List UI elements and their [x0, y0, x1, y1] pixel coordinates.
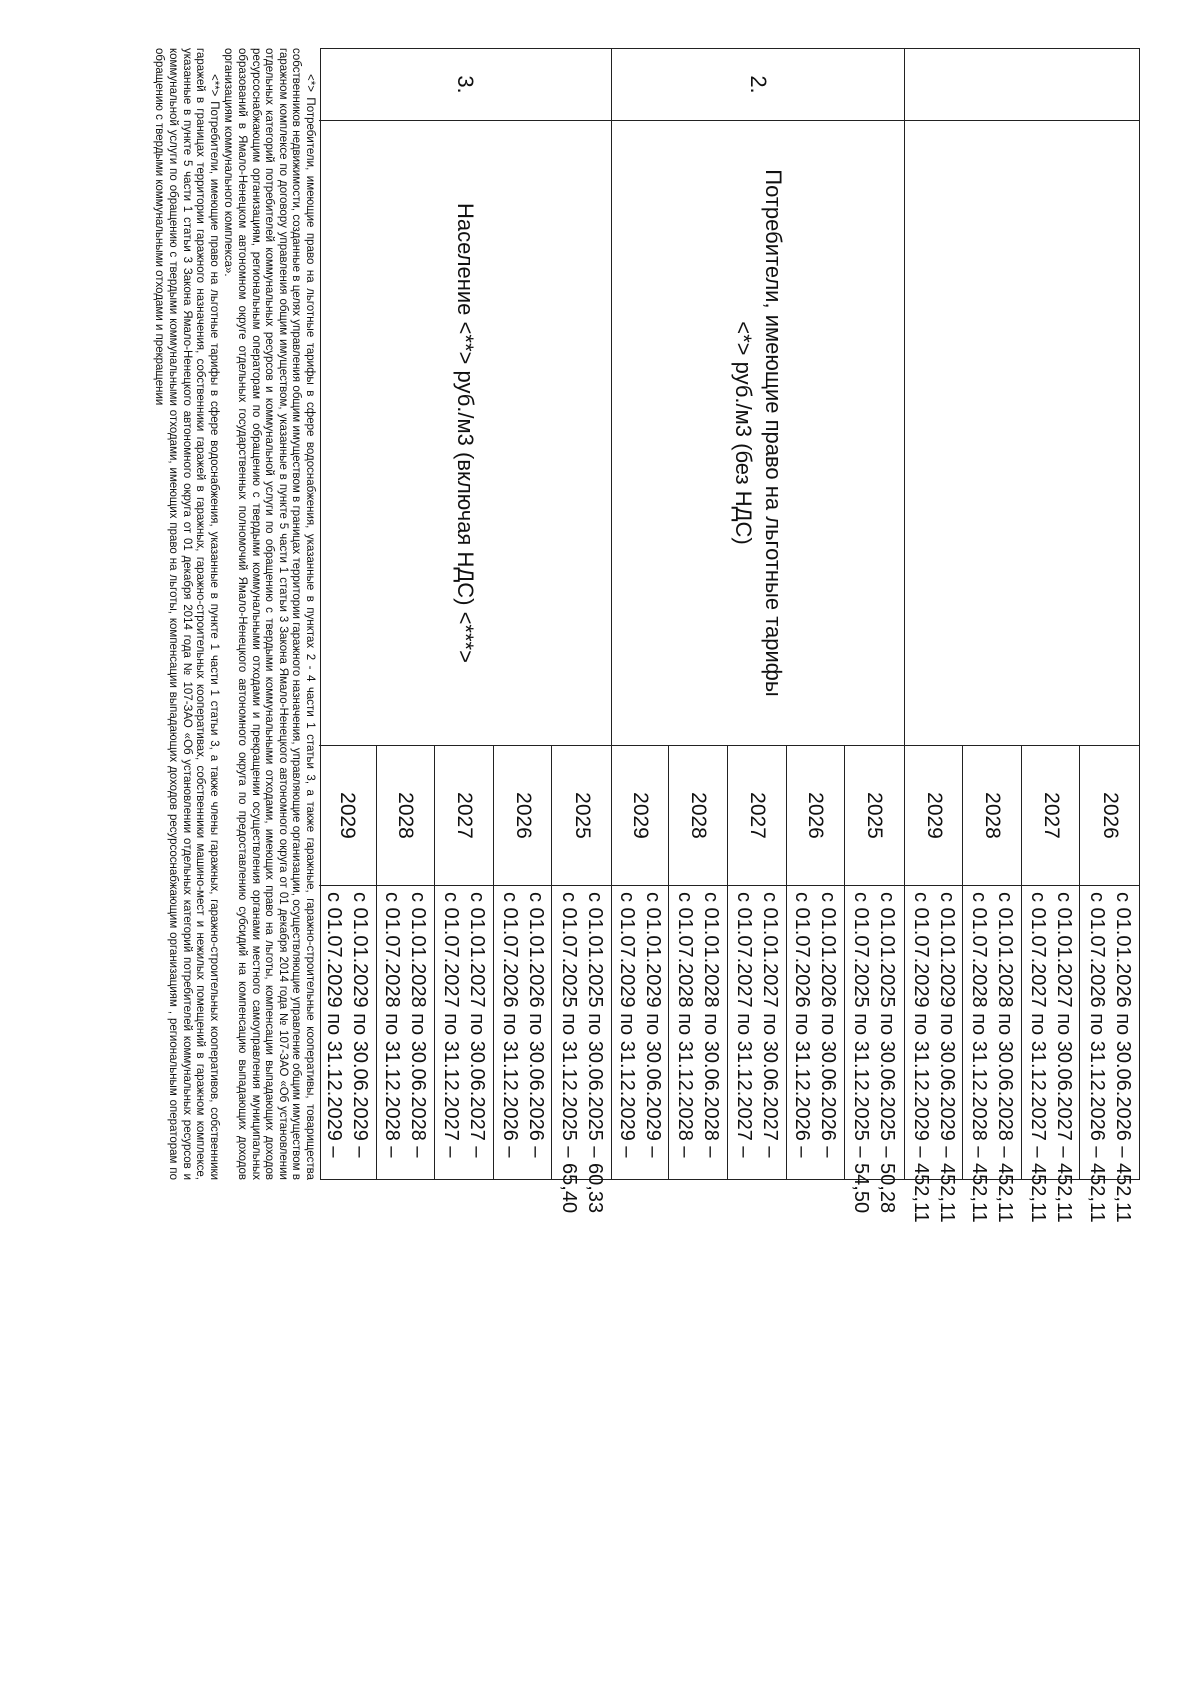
tariff-period: с 01.01.2027 по 30.06.2027 –: [758, 892, 781, 1158]
year-cell: 2026: [494, 746, 553, 885]
tariff-period: с 01.01.2029 по 30.06.2029 – 452,11: [935, 892, 958, 1223]
year-cell: 2027: [1022, 746, 1081, 885]
period-column: [612, 886, 904, 1214]
tariff-period: с 01.01.2028 по 30.06.2028 –: [407, 892, 430, 1158]
tariff-period: с 01.01.2025 по 30.06.2025 – 50,28: [876, 892, 899, 1214]
period-column: [319, 886, 611, 1214]
footnote-1: <*> Потребители, имеющие право на льготные тарифы в сфере водоснабжения, указанные в пунктах 2 - 4 части 1 статьи 3, а также гаражные, гаражно-строительные кооперативы, товарищества собственников недвижимости, созданные в целях управления общим имуществом в границах территории гаражного назначения, управляющие организации, осуществляющие управление общим имуществом в гаражном комплексе по договору управления общим имуществом, указанные в пункте 5 части 1 статьи 3 Закона Ямало-Ненецкого автономного округа от 01 декабря 2014 года № 107-ЗАО «Об установлении отдельных категорий потребителей коммунальных ресурсов и коммунальной услуги по обращению с твердыми коммунальными отходами, имеющих право на льготы, компенсации выпадающих доходов ресурсоснабжающим организациям, региональным операторам по обращению с твердыми коммунальными отходами и прекращении осуществления органами местного самоуправления муниципальных образований в Ямало-Ненецком автономном округе отдельных государственных полномочий Ямало-Ненецкого автономного округа по предоставлению субсидий на компенсацию выпадающих доходов организациям коммунального комплекса».: [222, 48, 316, 1180]
tariff-period: с 01.07.2027 по 31.12.2027 – 452,11: [1026, 892, 1049, 1223]
tariff-period: с 01.07.2029 по 31.12.2029 –: [615, 892, 638, 1158]
year-cell: 2027: [728, 746, 787, 885]
year-cell: 2025: [863, 792, 887, 839]
table-group-row: [905, 49, 1139, 1223]
tariff-period: с 01.01.2028 по 30.06.2028 – 452,11: [994, 892, 1017, 1223]
tariff-period: с 01.01.2029 по 30.06.2029 –: [641, 892, 664, 1158]
year-column: [612, 746, 904, 886]
row-number: 2.: [612, 49, 904, 121]
tariff-period: с 01.07.2025 по 31.12.2025 – 54,50: [850, 892, 873, 1214]
tariff-period: с 01.07.2026 по 31.12.2026 –: [791, 892, 814, 1158]
tariff-period: с 01.07.2028 по 31.12.2028 –: [381, 892, 404, 1158]
period-cell: [552, 886, 611, 1214]
year-cell: 2026: [787, 746, 846, 885]
tariff-period: с 01.07.2028 по 31.12.2028 –: [674, 892, 697, 1158]
tariff-period: с 01.07.2027 по 31.12.2027 –: [732, 892, 755, 1158]
footnotes: [151, 48, 316, 1180]
table-group-row: [612, 49, 905, 1214]
period-cell: [787, 886, 846, 1179]
period-cell: [963, 886, 1022, 1223]
tariff-period: с 01.07.2027 по 31.12.2027 –: [439, 892, 462, 1158]
year-column: [319, 746, 611, 886]
period-cell: [377, 886, 436, 1179]
tariff-period: с 01.01.2027 по 30.06.2027 – 452,11: [1052, 892, 1075, 1223]
tariff-period: с 01.07.2029 по 31.12.2029 –: [322, 892, 345, 1158]
year-cell: 2027: [435, 746, 494, 885]
period-column: [905, 886, 1139, 1223]
year-cell: 2028: [963, 746, 1022, 885]
consumer-category: Население <**> руб./м3 (включая НДС) <***>: [319, 121, 611, 746]
year-cell: 2028: [377, 746, 436, 885]
year-cell: 2028: [669, 746, 728, 885]
tariff-period: с 01.01.2025 по 30.06.2025 – 60,33: [583, 892, 606, 1214]
tariff-period: с 01.07.2028 по 31.12.2028 – 452,11: [968, 892, 991, 1223]
period-cell: [845, 886, 904, 1214]
period-cell: [435, 886, 494, 1179]
period-cell: [728, 886, 787, 1179]
tariff-period: с 01.01.2028 по 30.06.2028 –: [700, 892, 723, 1158]
tariff-table: [320, 48, 1140, 1223]
table-group-row: [319, 49, 612, 1214]
period-cell: [611, 886, 670, 1179]
period-cell: [669, 886, 728, 1179]
period-cell: [905, 886, 964, 1223]
consumer-category: [905, 121, 1139, 746]
tariff-period: с 01.01.2029 по 30.06.2029 –: [348, 892, 371, 1158]
tariff-period: с 01.01.2026 по 30.06.2026 –: [524, 892, 547, 1158]
footnote-2: <**> Потребители, имеющие право на льготные тарифы в сфере водоснабжения, указанные в пункте 1 части 1 статьи 3, а также члены гаражных, гаражно-строительных кооперативов, собственники гаражей в границах территории гаражного назначения, собственники гаражей в гаражных, гаражно-строительных кооперативах, собственники машино-мест и нежилых помещений в гаражном комплексе, указанные в пункте 5 части 1 статьи 3 Закона Ямало-Ненецкого автономного округа от 01 декабря 2014 года № 107-ЗАО «Об установлении отдельных категорий потребителей коммунальных ресурсов и коммунальной услуги по обращению с твердыми коммунальными отходами, имеющих право на льготы, компенсации выпадающих доходов ресурсоснабжающим организациям , региональным операторам по обращению с твердыми коммунальными отходами и прекращении: [153, 48, 220, 1180]
year-cell: 2025: [570, 792, 594, 839]
year-cell: 2029: [905, 746, 964, 885]
tariff-period: с 01.01.2026 по 30.06.2026 –: [817, 892, 840, 1158]
row-number: [905, 49, 1139, 121]
tariff-period: с 01.07.2029 по 31.12.2029 – 452,11: [909, 892, 932, 1223]
consumer-category: Потребители, имеющие право на льготные тарифы <*> руб./м3 (без НДС): [612, 121, 904, 746]
period-cell: [1022, 886, 1081, 1223]
tariff-period: с 01.07.2026 по 31.12.2026 –: [498, 892, 521, 1158]
tariff-period: с 01.01.2026 по 30.06.2026 – 452,11: [1111, 892, 1134, 1223]
tariff-period: с 01.01.2027 по 30.06.2027 –: [465, 892, 488, 1158]
tariff-period: с 01.07.2025 по 31.12.2025 – 65,40: [557, 892, 580, 1214]
period-cell: [318, 886, 377, 1179]
row-number: 3.: [319, 49, 611, 121]
period-cell: [1080, 886, 1139, 1223]
year-cell: 2026: [1098, 792, 1122, 839]
year-column: [905, 746, 1139, 886]
period-cell: [494, 886, 553, 1179]
year-cell: 2029: [318, 746, 377, 885]
tariff-period: с 01.07.2026 по 31.12.2026 – 452,11: [1085, 892, 1108, 1223]
year-cell: 2029: [611, 746, 670, 885]
